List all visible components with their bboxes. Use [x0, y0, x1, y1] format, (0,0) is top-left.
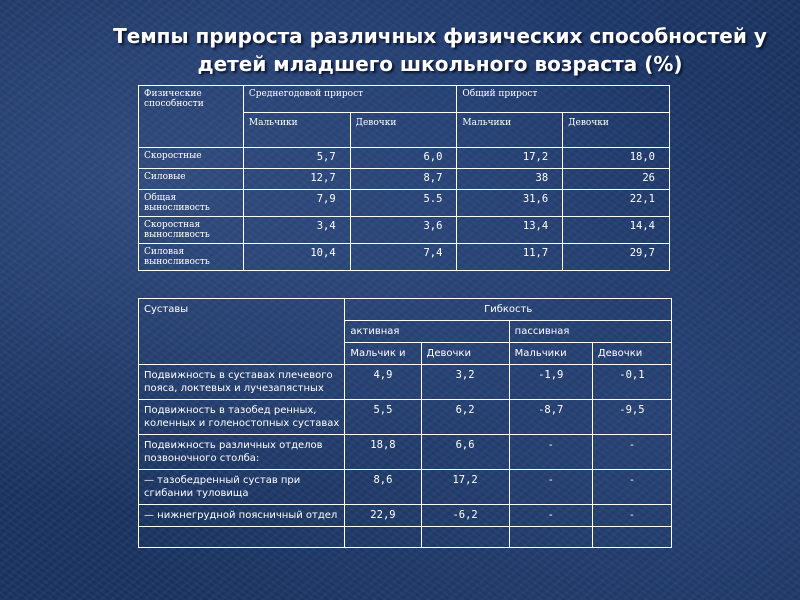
cell-value: 3,2: [421, 365, 509, 400]
cell-value: -: [509, 470, 592, 505]
cell-value: 8,7: [350, 169, 457, 190]
cell-value: 5.5: [350, 190, 457, 217]
cell-value: 26: [563, 169, 670, 190]
cell-value: -1,9: [509, 365, 592, 400]
table-row: [139, 244, 670, 271]
cell-value: 14,4: [563, 217, 670, 244]
header-total-growth: Общий прирост: [457, 86, 670, 113]
header-abilities: Физические способности: [139, 86, 244, 148]
table-row: [139, 505, 672, 527]
cell-value: -: [509, 435, 592, 470]
cell-value: -8,7: [509, 400, 592, 435]
header-boys: Мальчик и: [345, 343, 421, 365]
row-label: Подвижность в тазобед ренных, коленных и голеностопных суставах: [139, 400, 345, 435]
cell-value: -0,1: [592, 365, 671, 400]
cell-value: -6,2: [421, 505, 509, 527]
header-boys: Мальчики: [243, 113, 350, 148]
table-row: [139, 148, 670, 169]
table-row: [139, 527, 672, 548]
cell-value: 17,2: [421, 470, 509, 505]
row-label: Общая выносливость: [139, 190, 244, 217]
header-avg-growth: Среднегодовой прирост: [243, 86, 457, 113]
title-line-2: детей младшего школьного возраста (%): [197, 52, 683, 76]
header-flexibility: Гибкость: [345, 299, 672, 321]
cell-value: 10,4: [243, 244, 350, 271]
row-label: — нижнегрудной поясничный отдел: [139, 505, 345, 527]
cell-value: -9,5: [592, 400, 671, 435]
row-label: Скоростные: [139, 148, 244, 169]
cell-value: 29,7: [563, 244, 670, 271]
row-label: Подвижность в суставах плечевого пояса, локтевых и лучезапястных: [139, 365, 345, 400]
cell-value: 17,2: [457, 148, 563, 169]
cell-value: 11,7: [457, 244, 563, 271]
cell-value: 31,6: [457, 190, 563, 217]
cell-value: 18,8: [345, 435, 421, 470]
empty-cell: [421, 527, 509, 548]
header-boys: Мальчики: [509, 343, 592, 365]
cell-value: -: [592, 470, 671, 505]
table-row: [139, 190, 670, 217]
cell-value: 8,6: [345, 470, 421, 505]
cell-value: 18,0: [563, 148, 670, 169]
table-row: [139, 365, 672, 400]
cell-value: 3,4: [243, 217, 350, 244]
table-row: [139, 470, 672, 505]
cell-value: 22,1: [563, 190, 670, 217]
table-row: [139, 217, 670, 244]
cell-value: -: [509, 505, 592, 527]
row-label: — тазобедренный сустав при сгибании туловища: [139, 470, 345, 505]
cell-value: 22,9: [345, 505, 421, 527]
table-row: [139, 435, 672, 470]
cell-value: 4,9: [345, 365, 421, 400]
header-active: активная: [345, 321, 509, 343]
cell-value: 7,9: [243, 190, 350, 217]
cell-value: 6,6: [421, 435, 509, 470]
empty-cell: [509, 527, 592, 548]
row-label: Подвижность различных отделов позвоночного столба:: [139, 435, 345, 470]
empty-cell: [139, 527, 345, 548]
row-label: Силовая выносливость: [139, 244, 244, 271]
cell-value: 12,7: [243, 169, 350, 190]
flexibility-table: [138, 298, 672, 548]
cell-value: 38: [457, 169, 563, 190]
empty-cell: [592, 527, 671, 548]
row-label: Скоростная выносливость: [139, 217, 244, 244]
table-row: [139, 400, 672, 435]
header-girls: Девочки: [563, 113, 670, 148]
cell-value: 6,0: [350, 148, 457, 169]
cell-value: -: [592, 505, 671, 527]
growth-rates-table: [138, 85, 670, 271]
header-girls: Девочки: [592, 343, 671, 365]
row-label: Силовые: [139, 169, 244, 190]
header-boys: Мальчики: [457, 113, 563, 148]
cell-value: -: [592, 435, 671, 470]
cell-value: 7,4: [350, 244, 457, 271]
cell-value: 13,4: [457, 217, 563, 244]
slide-title: [95, 22, 785, 78]
cell-value: 5,5: [345, 400, 421, 435]
header-joints: Суставы: [139, 299, 345, 365]
empty-cell: [345, 527, 421, 548]
table-row: [139, 169, 670, 190]
header-passive: пассивная: [509, 321, 671, 343]
title-line-1: Темпы прироста различных физических способностей у: [113, 24, 767, 48]
cell-value: 3,6: [350, 217, 457, 244]
header-girls: Девочки: [350, 113, 457, 148]
cell-value: 6,2: [421, 400, 509, 435]
header-girls: Девочки: [421, 343, 509, 365]
cell-value: 5,7: [243, 148, 350, 169]
